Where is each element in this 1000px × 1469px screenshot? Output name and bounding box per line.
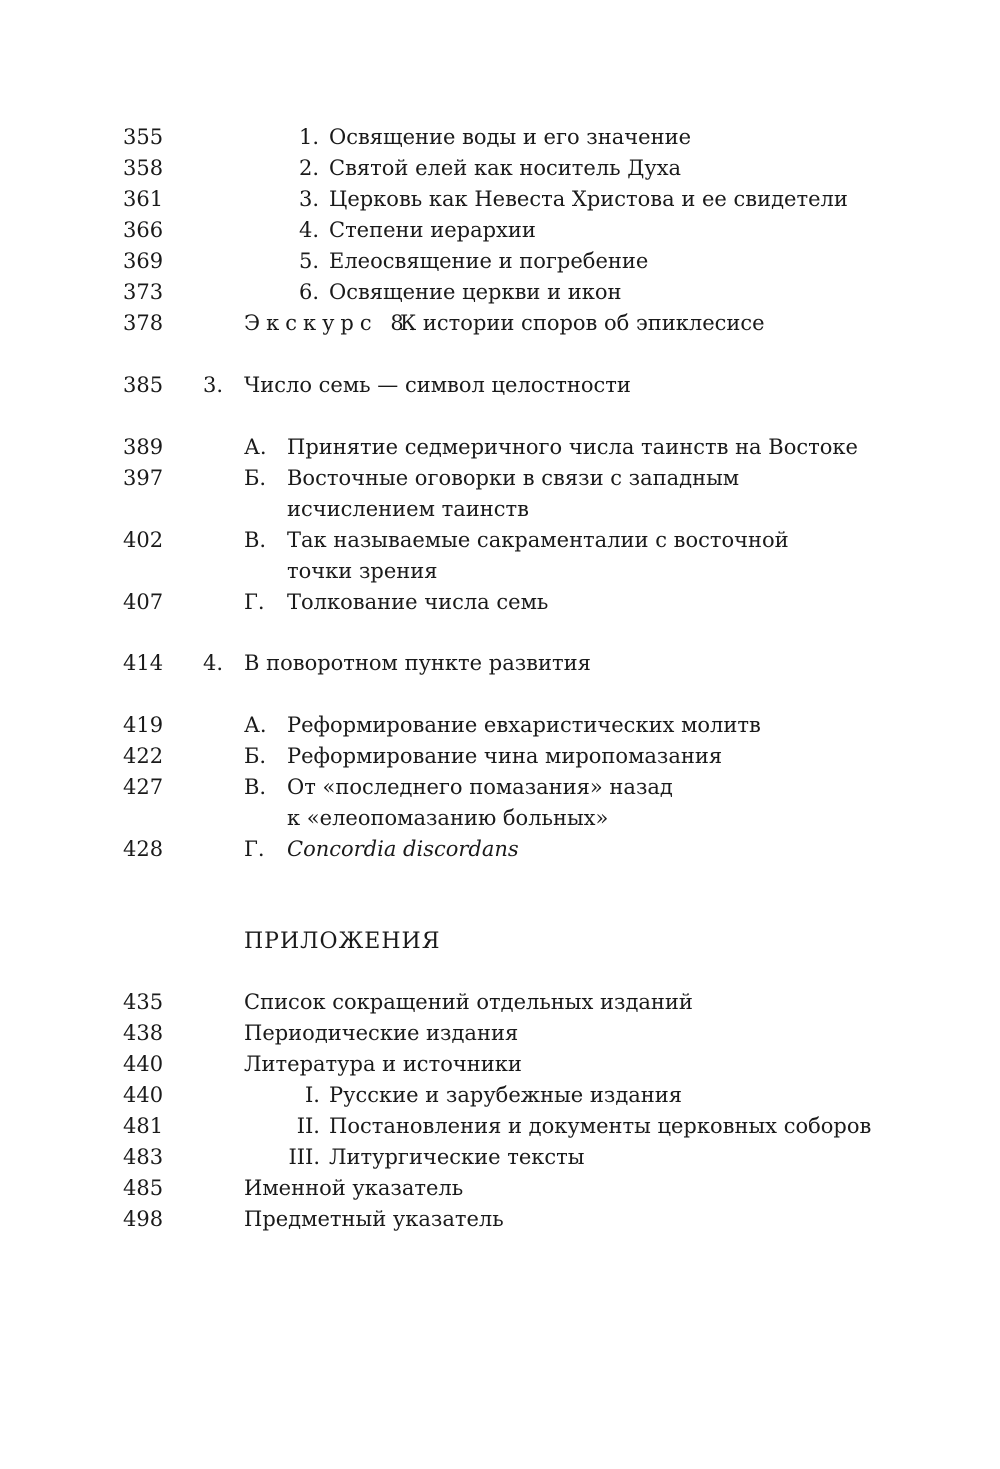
page-number: 428	[123, 837, 164, 861]
entry-letter: А.	[244, 713, 267, 737]
page-number: 438	[123, 1021, 164, 1045]
entry-number: III.	[288, 1145, 320, 1169]
appendix-heading-row	[0, 925, 1000, 959]
entry-title: Реформирование чина миропомазания	[287, 744, 723, 768]
page-number: 485	[123, 1176, 164, 1200]
entry-number: 1.	[299, 125, 320, 149]
toc-section[interactable]	[0, 370, 1000, 401]
entry-letter: В.	[244, 775, 267, 799]
page-number: 355	[123, 125, 164, 149]
entry-number: 3.	[299, 187, 320, 211]
toc-entry[interactable]	[0, 587, 1000, 618]
toc-entry-excursus[interactable]	[0, 308, 1000, 339]
entry-title: Список сокращений отдельных изданий	[244, 990, 693, 1014]
entry-title: Церковь как Невеста Христова и ее свидетели	[329, 187, 848, 211]
entry-title-continuation: точки зрения	[287, 559, 438, 583]
entry-number: II.	[296, 1114, 320, 1138]
page-number: 427	[123, 775, 164, 799]
entry-title: Периодические издания	[244, 1021, 519, 1045]
entry-title: Так называемые сакраменталии с восточной	[287, 528, 789, 552]
toc-entry[interactable]	[0, 1049, 1000, 1080]
page-number: 397	[123, 466, 164, 490]
page-number: 385	[123, 373, 164, 397]
entry-letter: А.	[244, 435, 267, 459]
page-number: 361	[123, 187, 164, 211]
page-number: 389	[123, 435, 164, 459]
toc-entry-continuation	[0, 494, 1000, 525]
entry-title: Литература и источники	[244, 1052, 522, 1076]
entry-title: От «последнего помазания» назад	[287, 775, 673, 799]
toc-entry[interactable]	[0, 1080, 1000, 1111]
toc-entry[interactable]	[0, 463, 1000, 494]
entry-title: К истории споров об эпиклесисе	[400, 311, 765, 335]
entry-number: 6.	[299, 280, 320, 304]
toc-entry[interactable]	[0, 246, 1000, 277]
entry-number: 2.	[299, 156, 320, 180]
toc-entry[interactable]	[0, 122, 1000, 153]
entry-number: 5.	[299, 249, 320, 273]
page-number: 373	[123, 280, 164, 304]
page-number: 422	[123, 744, 164, 768]
entry-title: Освящение церкви и икон	[329, 280, 622, 304]
entry-title: Concordia discordans	[287, 837, 519, 861]
page-number: 435	[123, 990, 164, 1014]
entry-number: 4.	[299, 218, 320, 242]
toc-entry[interactable]	[0, 215, 1000, 246]
section-title: В поворотном пункте развития	[244, 651, 591, 675]
page-number: 402	[123, 528, 164, 552]
toc-entry[interactable]	[0, 1173, 1000, 1204]
entry-title: Освящение воды и его значение	[329, 125, 692, 149]
page-number: 369	[123, 249, 164, 273]
entry-letter: Г.	[244, 590, 265, 614]
toc-entry[interactable]	[0, 987, 1000, 1018]
entry-title: Именной указатель	[244, 1176, 464, 1200]
entry-title: Предметный указатель	[244, 1207, 504, 1231]
entry-title-continuation: исчислением таинств	[287, 497, 529, 521]
toc-entry[interactable]	[0, 153, 1000, 184]
page-number: 358	[123, 156, 164, 180]
page-number: 498	[123, 1207, 164, 1231]
entry-title: Русские и зарубежные издания	[329, 1083, 683, 1107]
toc-entry[interactable]	[0, 1111, 1000, 1142]
section-number: 4.	[202, 651, 223, 675]
entry-title: Елеосвящение и погребение	[329, 249, 649, 273]
page-number: 378	[123, 311, 164, 335]
section-title: Число семь — символ целостности	[244, 373, 631, 397]
toc-entry[interactable]	[0, 277, 1000, 308]
entry-letter: В.	[244, 528, 267, 552]
toc-entry[interactable]	[0, 525, 1000, 556]
entry-letter: Г.	[244, 837, 265, 861]
page-number: 414	[123, 651, 164, 675]
entry-title: Реформирование евхаристических молитв	[287, 713, 761, 737]
toc-entry-continuation	[0, 556, 1000, 587]
entry-title: Святой елей как носитель Духа	[329, 156, 682, 180]
entry-title: Принятие седмеричного числа таинств на Востоке	[287, 435, 858, 459]
entry-number: I.	[305, 1083, 320, 1107]
toc-section[interactable]	[0, 648, 1000, 679]
toc-entry[interactable]	[0, 1204, 1000, 1235]
entry-title: Толкование числа семь	[287, 590, 549, 614]
toc-entry[interactable]	[0, 184, 1000, 215]
section-number: 3.	[202, 373, 223, 397]
toc-entry[interactable]	[0, 741, 1000, 772]
appendix-heading: ПРИЛОЖЕНИЯ	[244, 929, 441, 954]
entry-letter: Б.	[244, 466, 267, 490]
excursus-label: Экскурс 8.	[244, 311, 423, 335]
page-number: 483	[123, 1145, 164, 1169]
entry-title: Степени иерархии	[329, 218, 536, 242]
entry-title: Восточные оговорки в связи с западным	[287, 466, 740, 490]
toc-entry[interactable]	[0, 432, 1000, 463]
entry-title: Постановления и документы церковных соборов	[329, 1114, 872, 1138]
toc-entry[interactable]	[0, 834, 1000, 865]
toc-entry-continuation	[0, 803, 1000, 834]
page-number: 440	[123, 1052, 164, 1076]
page-number: 481	[123, 1114, 164, 1138]
page-number: 440	[123, 1083, 164, 1107]
toc-entry[interactable]	[0, 772, 1000, 803]
page-number: 419	[123, 713, 164, 737]
entry-title-continuation: к «елеопомазанию больных»	[287, 806, 609, 830]
toc-entry[interactable]	[0, 1142, 1000, 1173]
page-number: 366	[123, 218, 164, 242]
entry-letter: Б.	[244, 744, 267, 768]
toc-entry[interactable]	[0, 1018, 1000, 1049]
toc-entry[interactable]	[0, 710, 1000, 741]
page-number: 407	[123, 590, 164, 614]
entry-title: Литургические тексты	[329, 1145, 585, 1169]
